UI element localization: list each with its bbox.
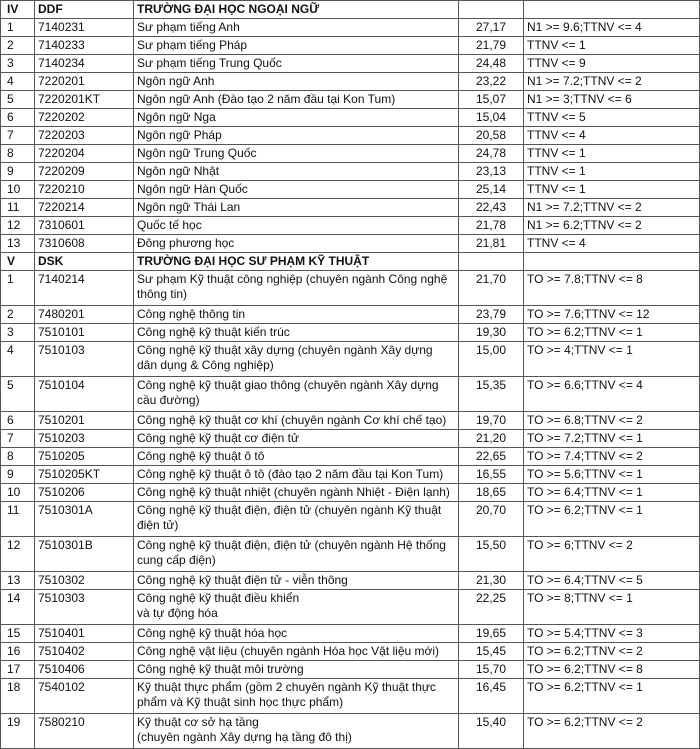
admission-score: 21,30 [459, 572, 524, 590]
table-row [1, 590, 700, 625]
table-row [1, 643, 700, 661]
admission-condition: N1 >= 9.6;TTNV <= 4 [524, 19, 700, 37]
major-code: 7220201KT [35, 91, 134, 109]
admission-condition: TO >= 6.2;TTNV <= 1 [524, 679, 700, 714]
row-number: 12 [1, 217, 35, 235]
major-name: Công nghệ kỹ thuật môi trường [134, 661, 459, 679]
major-code: 7140234 [35, 55, 134, 73]
table-row [1, 324, 700, 342]
table-row [1, 342, 700, 377]
admission-condition: TTNV <= 9 [524, 55, 700, 73]
row-number: 10 [1, 181, 35, 199]
table-row [1, 377, 700, 412]
table-row [1, 37, 700, 55]
admission-condition: TO >= 7.8;TTNV <= 8 [524, 271, 700, 306]
admission-score: 22,43 [459, 199, 524, 217]
major-code: 7220210 [35, 181, 134, 199]
row-number: 7 [1, 127, 35, 145]
row-number: 7 [1, 430, 35, 448]
table-row [1, 127, 700, 145]
admission-score: 25,14 [459, 181, 524, 199]
major-name: Sư phạm tiếng Trung Quốc [134, 55, 459, 73]
admission-score: 15,40 [459, 714, 524, 749]
row-number: 8 [1, 448, 35, 466]
admission-score: 21,20 [459, 430, 524, 448]
admission-score: 16,45 [459, 679, 524, 714]
admission-condition: TTNV <= 1 [524, 181, 700, 199]
admission-condition: TO >= 5.6;TTNV <= 1 [524, 466, 700, 484]
admission-condition: TO >= 5.4;TTNV <= 3 [524, 625, 700, 643]
table-row [1, 714, 700, 749]
major-code: 7540102 [35, 679, 134, 714]
admission-score: 23,22 [459, 73, 524, 91]
admission-condition: TO >= 6.2;TTNV <= 1 [524, 324, 700, 342]
section-header-row [1, 253, 700, 271]
major-name: Công nghệ kỹ thuật ô tô [134, 448, 459, 466]
major-name: Sư phạm Kỹ thuật công nghiệp (chuyên ngành Công nghệ thông tin) [134, 271, 459, 306]
major-code: 7510301A [35, 502, 134, 537]
admission-score [459, 253, 524, 271]
major-name: Ngôn ngữ Pháp [134, 127, 459, 145]
major-code: 7510205KT [35, 466, 134, 484]
admission-condition: TO >= 6.4;TTNV <= 5 [524, 572, 700, 590]
major-code: 7510401 [35, 625, 134, 643]
major-code: 7510303 [35, 590, 134, 625]
admission-condition: TTNV <= 4 [524, 235, 700, 253]
admission-condition: TO >= 7.4;TTNV <= 2 [524, 448, 700, 466]
row-number: V [1, 253, 35, 271]
table-row [1, 625, 700, 643]
major-name: Quốc tế học [134, 217, 459, 235]
major-name: Ngôn ngữ Nga [134, 109, 459, 127]
major-name: Công nghệ kỹ thuật điều khiển và tự động hóa [134, 590, 459, 625]
major-code: 7310608 [35, 235, 134, 253]
row-number: 4 [1, 342, 35, 377]
admission-score: 21,78 [459, 217, 524, 235]
admission-score: 21,81 [459, 235, 524, 253]
major-name: Ngôn ngữ Hàn Quốc [134, 181, 459, 199]
table-row [1, 306, 700, 324]
major-name: Công nghệ kỹ thuật điện, điện tử (chuyên ngành Hệ thống cung cấp điện) [134, 537, 459, 572]
table-row [1, 466, 700, 484]
admission-condition: TO >= 6.6;TTNV <= 4 [524, 377, 700, 412]
admission-score: 22,65 [459, 448, 524, 466]
major-code: 7310601 [35, 217, 134, 235]
major-name: Kỹ thuật cơ sở hạ tầng (chuyên ngành Xây dựng hạ tầng đô thị) [134, 714, 459, 749]
admission-condition: TO >= 6.2;TTNV <= 2 [524, 714, 700, 749]
admission-condition: TO >= 8;TTNV <= 1 [524, 590, 700, 625]
major-name: Ngôn ngữ Anh [134, 73, 459, 91]
admission-condition [524, 1, 700, 19]
major-code: DSK [35, 253, 134, 271]
major-name: TRƯỜNG ĐẠI HỌC NGOẠI NGỮ [134, 1, 459, 19]
admission-score: 27,17 [459, 19, 524, 37]
major-code: 7580210 [35, 714, 134, 749]
row-number: 6 [1, 109, 35, 127]
table-row [1, 412, 700, 430]
table-row [1, 430, 700, 448]
major-name: Công nghệ kỹ thuật điện tử - viễn thông [134, 572, 459, 590]
table-row [1, 235, 700, 253]
table-row [1, 181, 700, 199]
row-number: 1 [1, 19, 35, 37]
table-row [1, 572, 700, 590]
table-row [1, 19, 700, 37]
major-code: 7510201 [35, 412, 134, 430]
major-name: Công nghệ kỹ thuật hóa học [134, 625, 459, 643]
admission-score: 19,30 [459, 324, 524, 342]
row-number: 11 [1, 502, 35, 537]
admission-score: 16,55 [459, 466, 524, 484]
row-number: 17 [1, 661, 35, 679]
major-name: Công nghệ vật liệu (chuyên ngành Hóa học Vật liệu mới) [134, 643, 459, 661]
major-name: Ngôn ngữ Thái Lan [134, 199, 459, 217]
admission-condition [524, 253, 700, 271]
table-row [1, 163, 700, 181]
major-name: Công nghệ kỹ thuật cơ điện tử [134, 430, 459, 448]
table-row [1, 199, 700, 217]
row-number: 5 [1, 377, 35, 412]
major-name: Công nghệ thông tin [134, 306, 459, 324]
major-name: Sư phạm tiếng Anh [134, 19, 459, 37]
admission-condition: TO >= 6;TTNV <= 2 [524, 537, 700, 572]
major-name: TRƯỜNG ĐẠI HỌC SƯ PHẠM KỸ THUẬT [134, 253, 459, 271]
row-number: 10 [1, 484, 35, 502]
admission-score: 18,65 [459, 484, 524, 502]
major-name: Công nghệ kỹ thuật xây dựng (chuyên ngành Xây dựng dân dụng & Công nghiệp) [134, 342, 459, 377]
admission-condition: TO >= 7.2;TTNV <= 1 [524, 430, 700, 448]
admission-score: 15,45 [459, 643, 524, 661]
admission-condition: TTNV <= 4 [524, 127, 700, 145]
admission-condition: TO >= 6.2;TTNV <= 2 [524, 643, 700, 661]
major-code: 7220201 [35, 73, 134, 91]
major-name: Công nghệ kỹ thuật điện, điện tử (chuyên ngành Kỹ thuật điện tử) [134, 502, 459, 537]
admission-score: 21,70 [459, 271, 524, 306]
admission-score: 15,70 [459, 661, 524, 679]
major-code: 7510203 [35, 430, 134, 448]
admission-score: 15,35 [459, 377, 524, 412]
major-name: Ngôn ngữ Anh (Đào tạo 2 năm đầu tại Kon Tum) [134, 91, 459, 109]
admission-condition: TO >= 6.4;TTNV <= 1 [524, 484, 700, 502]
major-code: 7480201 [35, 306, 134, 324]
table-row [1, 271, 700, 306]
admission-condition: N1 >= 3;TTNV <= 6 [524, 91, 700, 109]
admission-score: 24,78 [459, 145, 524, 163]
major-code: 7220202 [35, 109, 134, 127]
major-name: Công nghệ kỹ thuật ô tô (đào tạo 2 năm đầu tại Kon Tum) [134, 466, 459, 484]
major-code: 7510206 [35, 484, 134, 502]
row-number: 15 [1, 625, 35, 643]
major-name: Công nghệ kỹ thuật kiến trúc [134, 324, 459, 342]
major-code: DDF [35, 1, 134, 19]
major-code: 7140233 [35, 37, 134, 55]
major-name: Công nghệ kỹ thuật cơ khí (chuyên ngành Cơ khí chế tạo) [134, 412, 459, 430]
table-row [1, 661, 700, 679]
admission-score: 20,58 [459, 127, 524, 145]
row-number: 12 [1, 537, 35, 572]
table-row [1, 91, 700, 109]
table-row [1, 109, 700, 127]
admission-condition: TTNV <= 1 [524, 37, 700, 55]
row-number: 3 [1, 55, 35, 73]
row-number: 2 [1, 306, 35, 324]
major-name: Kỹ thuật thực phẩm (gồm 2 chuyên ngành Kỹ thuật thực phẩm và Kỹ thuật sinh học thực phẩm) [134, 679, 459, 714]
row-number: 13 [1, 235, 35, 253]
major-name: Ngôn ngữ Trung Quốc [134, 145, 459, 163]
admission-condition: TTNV <= 1 [524, 145, 700, 163]
major-name: Công nghệ kỹ thuật nhiệt (chuyên ngành Nhiệt - Điện lạnh) [134, 484, 459, 502]
row-number: 18 [1, 679, 35, 714]
major-code: 7510101 [35, 324, 134, 342]
admission-score: 15,07 [459, 91, 524, 109]
admission-score: 24,48 [459, 55, 524, 73]
admission-score: 15,00 [459, 342, 524, 377]
row-number: 4 [1, 73, 35, 91]
row-number: 11 [1, 199, 35, 217]
row-number: 1 [1, 271, 35, 306]
admission-score: 20,70 [459, 502, 524, 537]
admission-condition: TO >= 6.2;TTNV <= 1 [524, 502, 700, 537]
row-number: 2 [1, 37, 35, 55]
admission-condition: TO >= 6.2;TTNV <= 8 [524, 661, 700, 679]
major-name: Đông phương học [134, 235, 459, 253]
table-row [1, 145, 700, 163]
admission-condition: N1 >= 7.2;TTNV <= 2 [524, 199, 700, 217]
row-number: 13 [1, 572, 35, 590]
major-code: 7510302 [35, 572, 134, 590]
major-code: 7140214 [35, 271, 134, 306]
admission-score: 21,79 [459, 37, 524, 55]
row-number: 19 [1, 714, 35, 749]
table-row [1, 679, 700, 714]
major-code: 7140231 [35, 19, 134, 37]
admission-score: 22,25 [459, 590, 524, 625]
major-code: 7510301B [35, 537, 134, 572]
table-row [1, 502, 700, 537]
admission-condition: TTNV <= 5 [524, 109, 700, 127]
row-number: 14 [1, 590, 35, 625]
row-number: 16 [1, 643, 35, 661]
section-header-row [1, 1, 700, 19]
admission-condition: TO >= 6.8;TTNV <= 2 [524, 412, 700, 430]
row-number: 8 [1, 145, 35, 163]
major-name: Sư phạm tiếng Pháp [134, 37, 459, 55]
admission-score: 19,70 [459, 412, 524, 430]
major-code: 7220204 [35, 145, 134, 163]
admission-condition: TO >= 7.6;TTNV <= 12 [524, 306, 700, 324]
major-code: 7510205 [35, 448, 134, 466]
row-number: 5 [1, 91, 35, 109]
row-number: IV [1, 1, 35, 19]
major-name: Công nghệ kỹ thuật giao thông (chuyên ngành Xây dựng cầu đường) [134, 377, 459, 412]
admission-condition: N1 >= 7.2;TTNV <= 2 [524, 73, 700, 91]
major-code: 7510104 [35, 377, 134, 412]
major-code: 7510103 [35, 342, 134, 377]
row-number: 6 [1, 412, 35, 430]
major-code: 7220203 [35, 127, 134, 145]
row-number: 9 [1, 163, 35, 181]
table-row [1, 448, 700, 466]
major-code: 7510402 [35, 643, 134, 661]
table-row [1, 55, 700, 73]
admission-condition: N1 >= 6.2;TTNV <= 2 [524, 217, 700, 235]
admission-score: 15,50 [459, 537, 524, 572]
table-row [1, 537, 700, 572]
table-row [1, 73, 700, 91]
admission-score: 19,65 [459, 625, 524, 643]
major-code: 7220214 [35, 199, 134, 217]
table-body [1, 1, 700, 749]
major-code: 7220209 [35, 163, 134, 181]
admission-score [459, 1, 524, 19]
admission-condition: TTNV <= 1 [524, 163, 700, 181]
table-row [1, 484, 700, 502]
row-number: 9 [1, 466, 35, 484]
admission-condition: TO >= 4;TTNV <= 1 [524, 342, 700, 377]
row-number: 3 [1, 324, 35, 342]
major-name: Ngôn ngữ Nhật [134, 163, 459, 181]
admission-score: 23,13 [459, 163, 524, 181]
table-row [1, 217, 700, 235]
admission-score: 15,04 [459, 109, 524, 127]
major-code: 7510406 [35, 661, 134, 679]
admission-score: 23,79 [459, 306, 524, 324]
